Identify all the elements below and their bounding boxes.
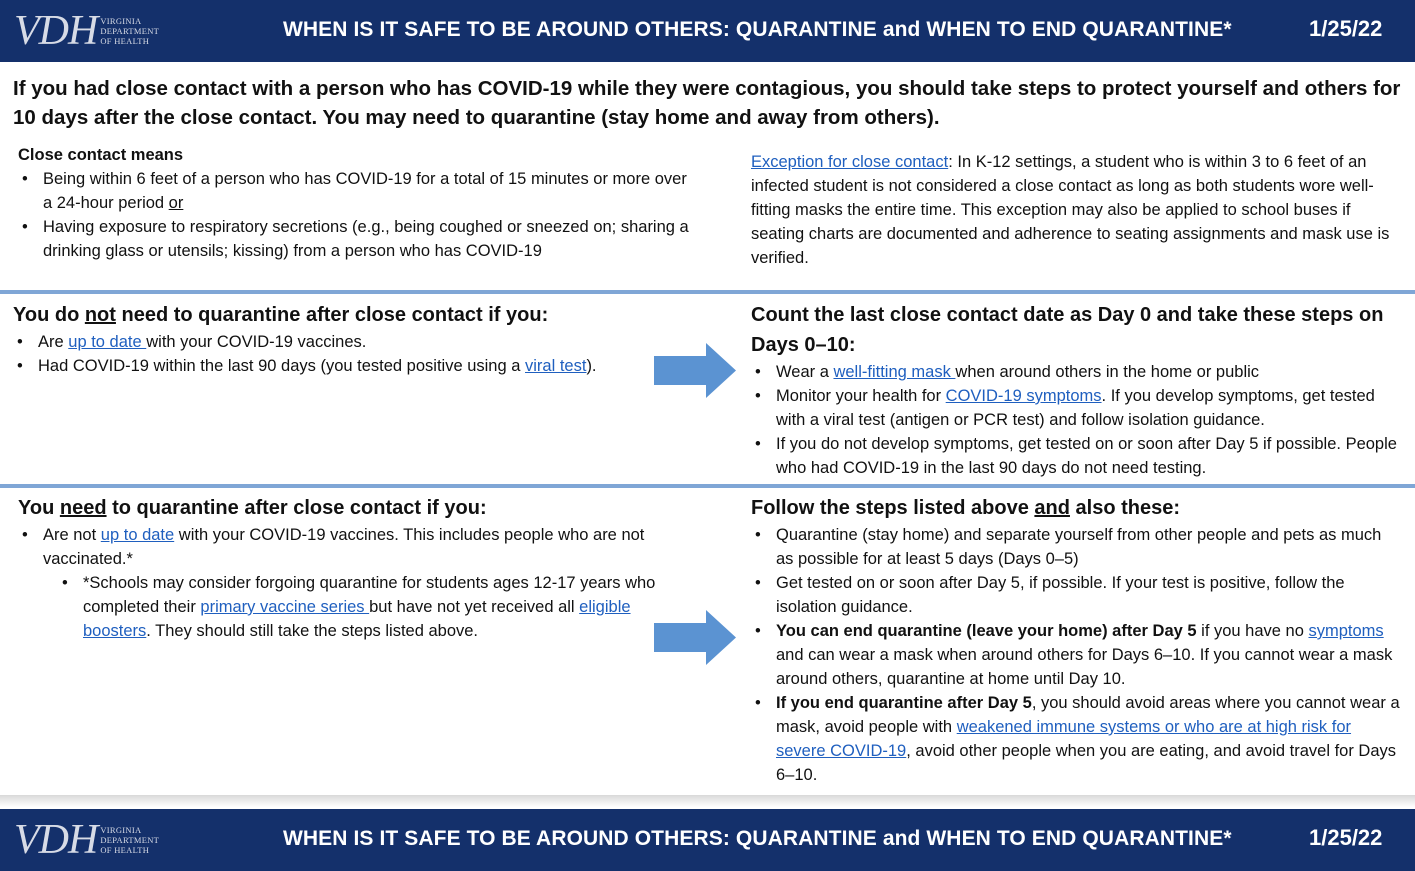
page-date: 1/25/22 bbox=[1309, 16, 1383, 41]
logo-mark: VDH bbox=[14, 817, 98, 863]
no-quarantine-section bbox=[13, 300, 673, 378]
page-title: WHEN IS IT SAFE TO BE AROUND OTHERS: QUARANTINE and WHEN TO END QUARANTINE* bbox=[283, 827, 1232, 850]
no-quarantine-title: You do not need to quarantine after close contact if you: bbox=[13, 304, 549, 326]
arrow-right-icon bbox=[654, 343, 736, 398]
list-item: • Quarantine (stay home) and separate yourself from other people and pets as much as possible for at least 5 days (Days 0–5) bbox=[751, 523, 1401, 571]
list-item: • Are not up to date with your COVID-19 vaccines. This includes people who are not vaccinated.* bbox=[18, 523, 688, 571]
covid-symptoms-link[interactable]: COVID-19 symptoms bbox=[945, 387, 1102, 405]
exception-section bbox=[751, 150, 1401, 270]
primary-vaccine-series-link[interactable]: primary vaccine series bbox=[200, 598, 370, 616]
list-item: • Having exposure to respiratory secretions (e.g., being coughed or sneezed on; sharing a drinking glass or utensils; kissing) from a person who has COVID-19 bbox=[18, 215, 698, 263]
list-item: • You can end quarantine (leave your home) after Day 5 if you have no symptoms and can wear a mask when around others for Days 6–10. If you cannot wear a mask around others, quarantine at home until Day 10. bbox=[751, 619, 1401, 691]
steps-list bbox=[751, 360, 1401, 480]
list-item: • Wear a well-fitting mask when around others in the home or public bbox=[751, 360, 1401, 384]
steps-title: Count the last close contact date as Day 0 and take these steps on Days 0–10: bbox=[751, 304, 1384, 356]
list-item: • If you end quarantine after Day 5, you should avoid areas where you cannot wear a mask, avoid people with weakened immune systems or who are at high risk for severe COVID-19, avoid other people when you are eating, and avoid travel for Days 6–10. bbox=[751, 691, 1401, 787]
need-quarantine-list bbox=[18, 523, 688, 643]
list-item: • Are up to date with your COVID-19 vaccines. bbox=[13, 330, 673, 354]
need-quarantine-title: You need to quarantine after close contact if you: bbox=[18, 497, 487, 519]
list-item: • If you do not develop symptoms, get tested on or soon after Day 5 if possible. People who had COVID-19 in the last 90 days do not need testing. bbox=[751, 432, 1401, 480]
exception-text: : In K-12 settings, a student who is within 3 to 6 feet of an infected student is not considered a close contact as long as both students wore well-fitting masks the entire time. This exception may also be applied to school buses if seating charts are documented and adherence to seating assignments and mask use is verified. bbox=[751, 153, 1390, 267]
vdh-logo bbox=[14, 817, 159, 863]
weakened-immune-link[interactable]: weakened immune systems or who are at high risk for severe COVID-19 bbox=[776, 718, 1352, 760]
well-fitting-mask-link[interactable]: well-fitting mask bbox=[833, 363, 956, 381]
list-item: • Being within 6 feet of a person who has COVID-19 for a total of 15 minutes or more over a 24-hour period or bbox=[18, 167, 698, 215]
intro-statement: If you had close contact with a person who has COVID-19 while they were contagious, you should take steps to protect yourself and others for 10 days after the close contact. You may need to quarantine (stay home and away from others). bbox=[13, 77, 1401, 129]
vdh-logo bbox=[14, 8, 159, 54]
follow-steps-section bbox=[751, 493, 1401, 787]
list-item: • Had COVID-19 within the last 90 days (you tested positive using a viral test). bbox=[13, 354, 673, 378]
viral-test-link[interactable]: viral test bbox=[525, 357, 587, 375]
divider bbox=[0, 484, 1415, 488]
follow-steps-title: Follow the steps listed above and also these: bbox=[751, 497, 1180, 519]
up-to-date-link[interactable]: up to date bbox=[68, 333, 147, 351]
up-to-date-link[interactable]: up to date bbox=[100, 526, 175, 544]
footer-shadow bbox=[0, 795, 1415, 807]
steps-section bbox=[751, 300, 1401, 480]
list-item: • Monitor your health for COVID-19 symptoms. If you develop symptoms, get tested with a viral test (antigen or PCR test) and follow isolation guidance. bbox=[751, 384, 1401, 432]
follow-steps-list bbox=[751, 523, 1401, 787]
logo-department: VIRGINIA DEPARTMENT OF HEALTH bbox=[100, 825, 160, 855]
symptoms-link[interactable]: symptoms bbox=[1308, 622, 1384, 640]
or-text: or bbox=[168, 194, 184, 212]
list-item: • *Schools may consider forgoing quarantine for students ages 12-17 years who completed their primary vaccine series but have not yet received all eligible boosters. They should still take the steps listed above. bbox=[18, 571, 688, 643]
exception-link[interactable]: Exception for close contact bbox=[751, 153, 949, 171]
need-quarantine-section bbox=[18, 493, 688, 643]
close-contact-heading: Close contact means bbox=[18, 146, 184, 164]
list-item: • Get tested on or soon after Day 5, if possible. If your test is positive, follow the isolation guidance. bbox=[751, 571, 1401, 619]
divider bbox=[0, 290, 1415, 294]
header-banner bbox=[0, 0, 1415, 62]
footer-banner bbox=[0, 809, 1415, 871]
page-date: 1/25/22 bbox=[1309, 825, 1383, 850]
close-contact-list bbox=[18, 167, 698, 263]
close-contact-section bbox=[18, 143, 698, 263]
logo-department: VIRGINIA DEPARTMENT OF HEALTH bbox=[100, 16, 160, 46]
arrow-right-icon bbox=[654, 610, 736, 665]
no-quarantine-list bbox=[13, 330, 673, 378]
page-title: WHEN IS IT SAFE TO BE AROUND OTHERS: QUARANTINE and WHEN TO END QUARANTINE* bbox=[283, 18, 1232, 41]
logo-mark: VDH bbox=[14, 8, 98, 54]
eligible-boosters-link[interactable]: eligible boosters bbox=[83, 598, 631, 640]
